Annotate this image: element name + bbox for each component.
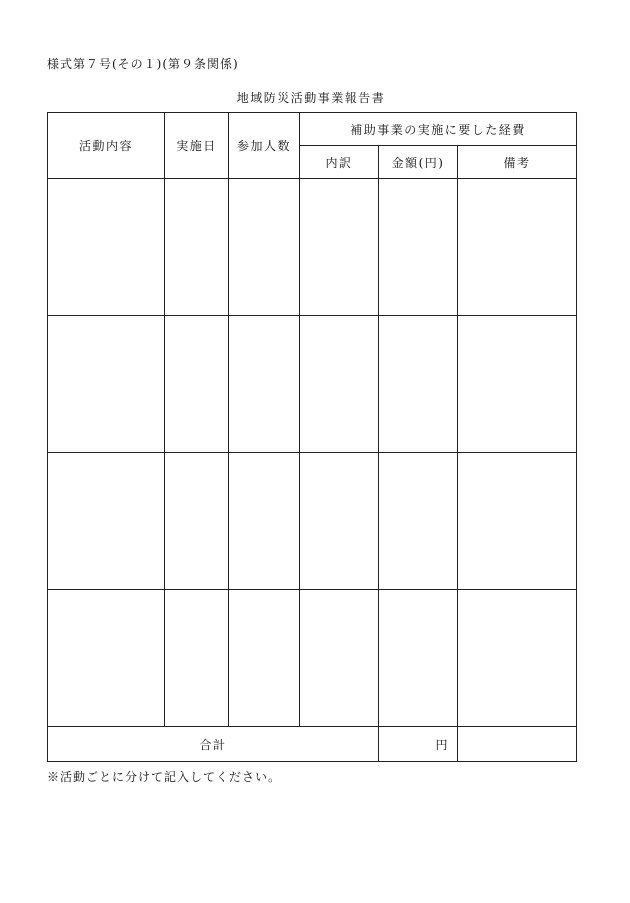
header-activity: 活動内容 [48,113,165,179]
total-row [48,727,577,762]
form-number: 様式第７号(その１)(第９条関係) [47,57,239,71]
cell-date [165,316,229,453]
cell-date [165,453,229,590]
table-row [48,453,577,590]
cell-amount [379,179,458,316]
cell-participants [229,453,300,590]
table-row [48,316,577,453]
cell-breakdown [300,453,379,590]
cell-activity [48,179,165,316]
total-label: 合計 [48,727,379,762]
cell-participants [229,316,300,453]
cell-amount [379,453,458,590]
cell-activity [48,453,165,590]
header-date: 実施日 [165,113,229,179]
cell-remarks [458,316,577,453]
total-amount-currency: 円 [379,727,458,762]
cell-participants [229,179,300,316]
instruction-note: ※活動ごとに分けて記入してください。 [47,770,282,784]
cell-remarks [458,179,577,316]
total-remarks [458,727,577,762]
cell-breakdown [300,590,379,727]
header-participants: 参加人数 [229,113,300,179]
cell-participants [229,590,300,727]
cell-breakdown [300,316,379,453]
cell-amount [379,316,458,453]
document-title: 地域防災活動事業報告書 [236,91,386,105]
header-expenses-group: 補助事業の実施に要した経費 [300,113,577,146]
table-row [48,590,577,727]
cell-breakdown [300,179,379,316]
cell-remarks [458,453,577,590]
cell-activity [48,316,165,453]
table-header-row [48,113,577,146]
cell-amount [379,590,458,727]
activity-report-table [47,112,577,762]
table-row [48,179,577,316]
header-remarks: 備考 [458,146,577,179]
header-amount: 金額(円) [379,146,458,179]
cell-date [165,179,229,316]
cell-activity [48,590,165,727]
cell-remarks [458,590,577,727]
cell-date [165,590,229,727]
header-breakdown: 内訳 [300,146,379,179]
